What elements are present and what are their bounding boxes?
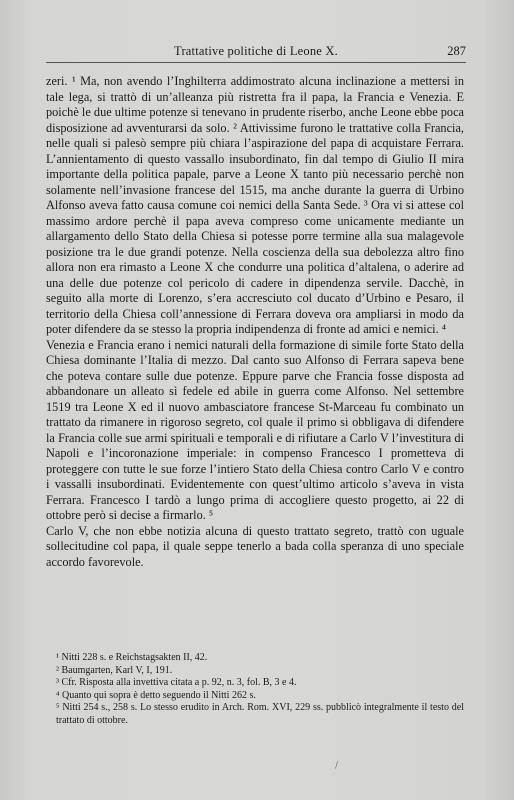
page-header	[46, 44, 466, 63]
footnote: ¹ Nitti 228 s. e Reichstagsakten II, 42.	[56, 652, 208, 663]
running-title: Trattative politiche di Leone X.	[174, 44, 338, 58]
paragraph: Venezia e Francia erano i nemici naturali della formazione di simile forte Stato della Chiesa dominante l’Italia di mezzo. Dal canto suo Alfonso di Ferrara sapeva bene che poteva contare sulle due potenze. Eppure parve che Francia fosse disposta ad abbandonare un alleato sì fedele ed abile in guerra come Alfonso. Nel settembre 1519 tra Leone X ed il nuovo ambasciatore francese St-Marceau fu combinato un trattato da rimanere in rigoroso segreto, col quale il primo si obbligava di difendere la Francia colle sue armi spirituali e temporali e di rifiutare a Carlo V l’investitura di Napoli e l’incoronazione imperiale: in compenso Francesco I prometteva di proteggere con tutte le sue forze l’intiero Stato della Chiesa contro Carlo V e contro i vassalli insubordinati. Evidentemente con quest’ultimo articolo s’aveva in vista Ferrara. Francesco I tardò a lungo prima di accogliere questo progetto, ai 22 di ottobre però si decise a firmarlo. ⁵	[46, 337, 464, 522]
paragraph: Carlo V, che non ebbe notizia alcuna di questo trattato segreto, trattò con uguale sollecitudine col papa, il quale seppe tenerlo a bada colla speranza di uno speciale accordo favorevole.	[46, 523, 464, 569]
page-number: 287	[447, 44, 466, 58]
footnote: ⁵ Nitti 254 s., 258 s. Lo stesso erudito in Arch. Rom. XVI, 229 ss. pubblicò integralmente il testo del trattato di ottobre.	[56, 702, 464, 726]
ink-mark: ⁄	[334, 760, 340, 771]
footnote: ³ Cfr. Risposta alla invettiva citata a p. 92, n. 3, fol. B, 3 e 4.	[56, 677, 297, 689]
paragraph: zeri. ¹ Ma, non avendo l’Inghilterra addimostrato alcuna inclinazione a mettersi in tale lega, si trattò di un’alleanza più ristretta fra il papa, la Francia e Venezia. E poichè le due ultime potenze si tenevano in prudente riserbo, anche Leone ebbe poca disposizione ad avventurarsi da solo. ² Attivissime furono le trattative colla Francia, nelle quali si palesò sempre più chiara l’aspirazione del papa di acquistare Ferrara. L’annientamento di questo vassallo insubordinato, fin dal tempo di Giulio II mira importante della politica papale, parve a Leone X tanto più necessario perchè non solamente nell’invasione francese del 1515, ma anche durante la guerra di Urbino Alfonso aveva fatto causa comune coi nemici della Santa Sede. ³ Ora vi si attese col massimo ardore perchè il papa aveva compreso come unicamente mediante un allargamento dello Stato della Chiesa si potesse porre termine alla sua malagevole posizione tra le due grandi potenze. Nella coscienza della sua debolezza altro fino allora non era rimasto a Leone X che condurre una politica d’altalena, o aderire ad una delle due potenze col pericolo di cadere in dipendenza servile. Dacchè, in seguito alla morte di Lorenzo, s’era accresciuto col ducato d’Urbino e Pesaro, il territorio della Chiesa coll’annessione di Ferrara doveva ora ampliarsi in modo da poter difendere da se stesso la propria indipendenza di fronte ad amici e nemici. ⁴	[46, 74, 464, 336]
footnote: ² Baumgarten, Karl V, I, 191.	[56, 664, 173, 676]
footnotes	[56, 652, 464, 728]
footnote: ⁴ Quanto qui sopra è detto seguendo il Nitti 262 s.	[56, 689, 256, 701]
main-text	[46, 74, 464, 570]
